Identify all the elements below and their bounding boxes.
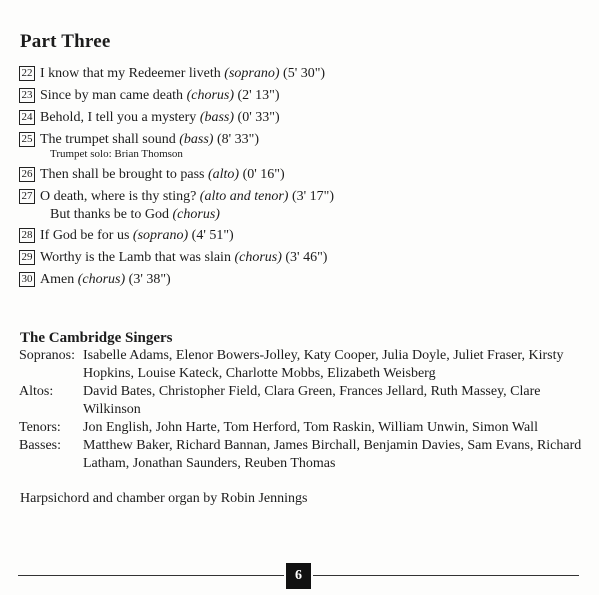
part-title: Part Three [20,31,111,52]
instrument-credit: Harpsichord and chamber organ by Robin Jennings [20,491,308,506]
voice-members: Isabelle Adams, Elenor Bowers-Jolley, Katy Cooper, Julia Doyle, Juliet Fraser, Kirsty Hopkins, Louise Kateck, Charlotte Mobbs, Elizabeth Weisberg [83,348,564,381]
track-item [19,164,579,186]
track-number-box: 23 [19,88,35,103]
track-duration: (3' 46") [281,250,328,265]
choir-roster [19,347,584,473]
track-item [19,63,579,85]
track-voice-part: (alto and tenor) [199,189,289,204]
track-item [19,225,579,247]
track-duration: (8' 33") [213,132,259,147]
voice-members: Matthew Baker, Richard Bannan, James Birchall, Benjamin Davies, Sam Evans, Richard Latham, Jonathan Saunders, Reuben Thomas [83,438,582,471]
track-continuation-part: (chorus) [172,207,220,222]
track-title: Behold, I tell you a mystery [40,110,200,125]
track-duration: (0' 16") [239,167,285,182]
page-number: 6 [286,563,311,589]
track-number-box: 29 [19,250,35,265]
track-number-box: 25 [19,132,35,147]
track-title: If God be for us [40,228,133,243]
track-duration: (4' 51") [188,228,234,243]
track-title: Since by man came death [40,88,187,103]
track-number-box: 26 [19,167,35,182]
track-number-box: 22 [19,66,35,81]
track-item [19,186,579,225]
track-list [19,63,579,291]
voice-members: Jon English, John Harte, Tom Herford, Tom Raskin, William Unwin, Simon Wall [83,420,538,435]
track-title: Amen [40,272,78,287]
track-number-box: 28 [19,228,35,243]
track-duration: (0' 33") [234,110,280,125]
voice-section [19,437,584,473]
voice-section [19,383,584,419]
track-duration: (5' 30") [279,66,326,81]
track-title: Then shall be brought to pass [40,167,208,182]
track-duration: (2' 13") [234,88,280,103]
track-item [19,85,579,107]
track-title: I know that my Redeemer liveth [40,66,225,81]
choir-title: The Cambridge Singers [20,330,173,346]
track-continuation-title: But thanks be to God [50,207,173,222]
voice-label: Basses: [19,438,61,453]
track-voice-part: (soprano) [224,66,280,81]
track-item [19,129,579,161]
track-number-box: 27 [19,189,35,204]
track-title: O death, where is thy sting? [40,189,200,204]
track-duration: (3' 38") [125,272,171,287]
voice-section [19,419,584,437]
footer-rule-right [313,575,579,576]
track-number-box: 24 [19,110,35,125]
voice-label: Tenors: [19,420,61,435]
track-soloist-credit: Trumpet solo: Brian Thomson [50,148,183,160]
track-voice-part: (bass) [179,132,214,147]
track-item [19,247,579,269]
track-voice-part: (alto) [207,167,240,182]
footer-rule-left [18,575,284,576]
voice-members: David Bates, Christopher Field, Clara Green, Frances Jellard, Ruth Massey, Clare Wilkinson [83,384,541,417]
track-voice-part: (bass) [199,110,235,125]
voice-label: Sopranos: [19,348,75,363]
track-voice-part: (chorus) [186,88,234,103]
track-number-box: 30 [19,272,35,287]
track-voice-part: (chorus) [77,272,126,287]
track-voice-part: (soprano) [132,228,189,243]
track-duration: (3' 17") [288,189,335,204]
track-item [19,269,579,291]
track-continuation [50,205,579,225]
track-item [19,107,579,129]
track-voice-part: (chorus) [234,250,282,265]
voice-label: Altos: [19,384,54,399]
track-title: The trumpet shall sound [40,132,180,147]
voice-section [19,347,584,383]
track-title: Worthy is the Lamb that was slain [40,250,235,265]
